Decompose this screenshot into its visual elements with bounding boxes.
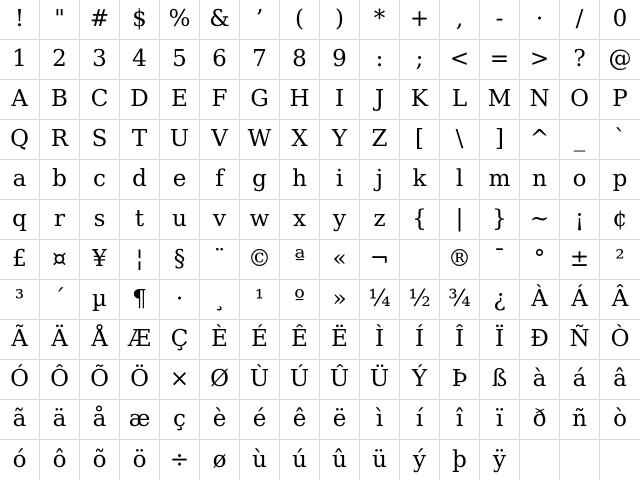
glyph-cell: ¹ <box>240 280 280 320</box>
glyph-cell: P <box>600 80 640 120</box>
glyph-cell: ô <box>40 440 80 480</box>
glyph-cell: º <box>280 280 320 320</box>
glyph-cell: ¾ <box>440 280 480 320</box>
glyph-cell: ò <box>600 400 640 440</box>
glyph-cell: Ã <box>0 320 40 360</box>
glyph-cell: W <box>240 120 280 160</box>
glyph-cell: * <box>360 0 400 40</box>
glyph-cell: ß <box>480 360 520 400</box>
glyph-cell: Ý <box>400 360 440 400</box>
glyph-cell: ] <box>480 120 520 160</box>
glyph-cell: µ <box>80 280 120 320</box>
glyph-cell: í <box>400 400 440 440</box>
glyph-cell: X <box>280 120 320 160</box>
glyph-cell: ¤ <box>40 240 80 280</box>
glyph-cell: ¢ <box>600 200 640 240</box>
glyph-cell: ’ <box>240 0 280 40</box>
glyph-cell: 8 <box>280 40 320 80</box>
glyph-cell: þ <box>440 440 480 480</box>
glyph-cell: l <box>440 160 480 200</box>
glyph-cell: # <box>80 0 120 40</box>
glyph-cell: Ö <box>120 360 160 400</box>
glyph-cell: ~ <box>520 200 560 240</box>
glyph-cell: ¬ <box>360 240 400 280</box>
glyph-cell: D <box>120 80 160 120</box>
glyph-cell: ¨ <box>200 240 240 280</box>
glyph-cell: Å <box>80 320 120 360</box>
glyph-cell: ¿ <box>480 280 520 320</box>
glyph-cell: « <box>320 240 360 280</box>
glyph-cell: Ð <box>520 320 560 360</box>
glyph-cell: k <box>400 160 440 200</box>
glyph-cell: 2 <box>40 40 80 80</box>
glyph-cell: ½ <box>400 280 440 320</box>
glyph-cell: ã <box>0 400 40 440</box>
glyph-cell: Ô <box>40 360 80 400</box>
glyph-cell <box>400 240 440 280</box>
glyph-cell: e <box>160 160 200 200</box>
glyph-cell: × <box>160 360 200 400</box>
glyph-cell: Õ <box>80 360 120 400</box>
glyph-cell-empty <box>520 440 560 480</box>
glyph-cell: © <box>240 240 280 280</box>
glyph-cell: 7 <box>240 40 280 80</box>
glyph-cell: â <box>600 360 640 400</box>
glyph-cell: V <box>200 120 240 160</box>
glyph-cell: x <box>280 200 320 240</box>
glyph-cell: m <box>480 160 520 200</box>
glyph-cell: Ò <box>600 320 640 360</box>
glyph-cell: p <box>600 160 640 200</box>
glyph-cell: j <box>360 160 400 200</box>
glyph-cell: Ê <box>280 320 320 360</box>
glyph-cell: ³ <box>0 280 40 320</box>
glyph-cell: K <box>400 80 440 120</box>
glyph-cell: ÷ <box>160 440 200 480</box>
glyph-cell: · <box>160 280 200 320</box>
glyph-cell: S <box>80 120 120 160</box>
glyph-cell: g <box>240 160 280 200</box>
glyph-cell: c <box>80 160 120 200</box>
glyph-cell: M <box>480 80 520 120</box>
glyph-cell: Q <box>0 120 40 160</box>
glyph-cell: 4 <box>120 40 160 80</box>
glyph-cell: á <box>560 360 600 400</box>
glyph-cell: 5 <box>160 40 200 80</box>
glyph-cell: u <box>160 200 200 240</box>
glyph-cell: @ <box>600 40 640 80</box>
glyph-cell: û <box>320 440 360 480</box>
glyph-cell: ! <box>0 0 40 40</box>
glyph-cell: ¦ <box>120 240 160 280</box>
glyph-cell: å <box>80 400 120 440</box>
glyph-cell: ä <box>40 400 80 440</box>
glyph-cell: õ <box>80 440 120 480</box>
glyph-cell: f <box>200 160 240 200</box>
glyph-cell: v <box>200 200 240 240</box>
glyph-cell: ¯ <box>480 240 520 280</box>
glyph-cell: Þ <box>440 360 480 400</box>
glyph-cell: Ë <box>320 320 360 360</box>
glyph-cell: N <box>520 80 560 120</box>
glyph-cell: ç <box>160 400 200 440</box>
glyph-cell: A <box>0 80 40 120</box>
glyph-cell: R <box>40 120 80 160</box>
glyph-cell: ^ <box>520 120 560 160</box>
glyph-cell: + <box>400 0 440 40</box>
glyph-cell: d <box>120 160 160 200</box>
glyph-cell: ° <box>520 240 560 280</box>
glyph-cell: \ <box>440 120 480 160</box>
glyph-cell: à <box>520 360 560 400</box>
glyph-cell: ë <box>320 400 360 440</box>
glyph-cell: æ <box>120 400 160 440</box>
glyph-cell: ê <box>280 400 320 440</box>
glyph-cell: : <box>360 40 400 80</box>
glyph-cell: B <box>40 80 80 120</box>
glyph-cell: } <box>480 200 520 240</box>
glyph-cell: T <box>120 120 160 160</box>
glyph-cell: i <box>320 160 360 200</box>
glyph-cell: Ú <box>280 360 320 400</box>
glyph-cell: Û <box>320 360 360 400</box>
glyph-cell: J <box>360 80 400 120</box>
glyph-cell: ø <box>200 440 240 480</box>
glyph-cell: 0 <box>600 0 640 40</box>
glyph-cell: 3 <box>80 40 120 80</box>
glyph-cell: É <box>240 320 280 360</box>
glyph-cell: = <box>480 40 520 80</box>
glyph-cell: ² <box>600 240 640 280</box>
glyph-cell: % <box>160 0 200 40</box>
glyph-cell: è <box>200 400 240 440</box>
glyph-cell: ) <box>320 0 360 40</box>
glyph-cell: ý <box>400 440 440 480</box>
glyph-cell: Í <box>400 320 440 360</box>
glyph-cell: ì <box>360 400 400 440</box>
glyph-cell: ± <box>560 240 600 280</box>
glyph-cell: a <box>0 160 40 200</box>
glyph-cell: ª <box>280 240 320 280</box>
glyph-cell: ¼ <box>360 280 400 320</box>
glyph-cell: ¡ <box>560 200 600 240</box>
glyph-cell: ( <box>280 0 320 40</box>
glyph-cell: ¸ <box>200 280 240 320</box>
glyph-cell: Á <box>560 280 600 320</box>
glyph-cell: w <box>240 200 280 240</box>
glyph-cell: " <box>40 0 80 40</box>
glyph-cell: / <box>560 0 600 40</box>
glyph-cell: < <box>440 40 480 80</box>
glyph-cell: £ <box>0 240 40 280</box>
glyph-cell: Z <box>360 120 400 160</box>
glyph-cell-empty <box>560 440 600 480</box>
glyph-cell: n <box>520 160 560 200</box>
glyph-cell: E <box>160 80 200 120</box>
glyph-cell: & <box>200 0 240 40</box>
glyph-cell: ÿ <box>480 440 520 480</box>
glyph-cell: z <box>360 200 400 240</box>
glyph-cell: § <box>160 240 200 280</box>
glyph-cell: 1 <box>0 40 40 80</box>
glyph-cell: o <box>560 160 600 200</box>
glyph-cell: U <box>160 120 200 160</box>
glyph-cell: b <box>40 160 80 200</box>
glyph-cell: L <box>440 80 480 120</box>
glyph-cell: ñ <box>560 400 600 440</box>
glyph-cell: ¥ <box>80 240 120 280</box>
glyph-cell: 9 <box>320 40 360 80</box>
glyph-cell: q <box>0 200 40 240</box>
glyph-cell: Ù <box>240 360 280 400</box>
glyph-cell: ü <box>360 440 400 480</box>
glyph-cell: $ <box>120 0 160 40</box>
glyph-cell: ` <box>600 120 640 160</box>
glyph-cell: , <box>440 0 480 40</box>
glyph-cell-empty <box>600 440 640 480</box>
glyph-cell: G <box>240 80 280 120</box>
glyph-cell: r <box>40 200 80 240</box>
glyph-cell: Ç <box>160 320 200 360</box>
glyph-cell: Â <box>600 280 640 320</box>
glyph-cell: - <box>480 0 520 40</box>
glyph-cell: [ <box>400 120 440 160</box>
glyph-cell: Ó <box>0 360 40 400</box>
glyph-cell: Î <box>440 320 480 360</box>
glyph-cell: t <box>120 200 160 240</box>
glyph-cell: ´ <box>40 280 80 320</box>
glyph-cell: Y <box>320 120 360 160</box>
glyph-cell: I <box>320 80 360 120</box>
glyph-cell: » <box>320 280 360 320</box>
glyph-cell: h <box>280 160 320 200</box>
glyph-cell: y <box>320 200 360 240</box>
glyph-cell: > <box>520 40 560 80</box>
glyph-cell: ¶ <box>120 280 160 320</box>
glyph-cell: ù <box>240 440 280 480</box>
glyph-cell: Æ <box>120 320 160 360</box>
glyph-cell: { <box>400 200 440 240</box>
glyph-cell: ú <box>280 440 320 480</box>
glyph-cell: î <box>440 400 480 440</box>
glyph-cell: Ï <box>480 320 520 360</box>
glyph-cell: ? <box>560 40 600 80</box>
glyph-cell: H <box>280 80 320 120</box>
glyph-cell: ö <box>120 440 160 480</box>
glyph-cell: 6 <box>200 40 240 80</box>
glyph-cell: È <box>200 320 240 360</box>
glyph-cell: _ <box>560 120 600 160</box>
glyph-cell: ï <box>480 400 520 440</box>
glyph-cell: é <box>240 400 280 440</box>
glyph-cell: C <box>80 80 120 120</box>
glyph-cell: Ü <box>360 360 400 400</box>
glyph-cell: Ñ <box>560 320 600 360</box>
glyph-cell: À <box>520 280 560 320</box>
glyph-cell: s <box>80 200 120 240</box>
glyph-cell: · <box>520 0 560 40</box>
glyph-cell: ó <box>0 440 40 480</box>
glyph-cell: Ä <box>40 320 80 360</box>
glyph-cell: Ø <box>200 360 240 400</box>
glyph-cell: Ì <box>360 320 400 360</box>
glyph-cell: O <box>560 80 600 120</box>
glyph-cell: ð <box>520 400 560 440</box>
glyph-cell: ® <box>440 240 480 280</box>
glyph-cell: F <box>200 80 240 120</box>
glyph-cell: ; <box>400 40 440 80</box>
glyph-cell: | <box>440 200 480 240</box>
